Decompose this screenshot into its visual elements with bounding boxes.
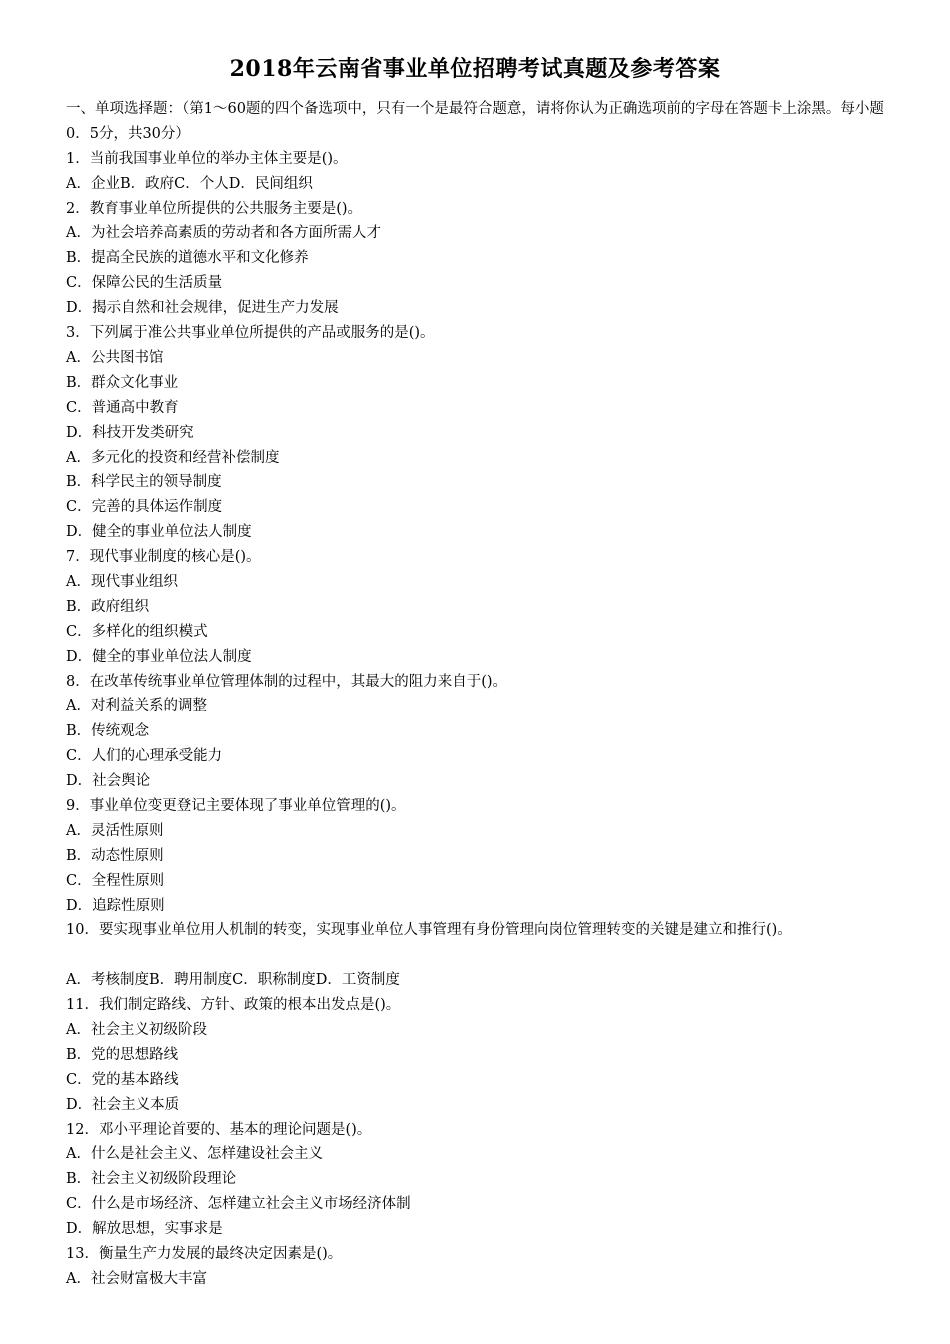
text-line: 2．教育事业单位所提供的公共服务主要是()。 bbox=[66, 200, 363, 217]
text-line: C．什么是市场经济、怎样建立社会主义市场经济体制 bbox=[66, 1196, 411, 1213]
text-line: 13．衡量生产力发展的最终决定因素是()。 bbox=[66, 1246, 343, 1262]
text-line: 1．当前我国事业单位的举办主体主要是()。 bbox=[66, 150, 348, 167]
text-line: B．社会主义初级阶段理论 bbox=[66, 1171, 237, 1188]
text-line: 9．事业单位变更登记主要体现了事业单位管理的()。 bbox=[66, 797, 406, 814]
text-line: B．政府组织 bbox=[66, 598, 150, 615]
text-line: B．群众文化事业 bbox=[66, 374, 179, 391]
text-line: D．健全的事业单位法人制度 bbox=[66, 524, 252, 541]
text-line: B．传统观念 bbox=[66, 723, 150, 740]
text-line: C．完善的具体运作制度 bbox=[66, 499, 223, 516]
text-line: D．科技开发类研究 bbox=[66, 424, 194, 441]
text-line: D．社会主义本质 bbox=[66, 1096, 180, 1113]
text-line: A．社会主义初级阶段 bbox=[66, 1021, 207, 1038]
text-line: C．保障公民的生活质量 bbox=[66, 275, 223, 292]
text-line: C．普通高中教育 bbox=[66, 399, 179, 416]
section-header: 一、单项选择题：（第1～60题的四个备选项中，只有一个是最符合题意，请将你认为正确选项前的字母在答题卡上涂黑。每小题0．5分，共30分） bbox=[66, 101, 884, 142]
text-line: D．追踪性原则 bbox=[66, 897, 165, 914]
text-line: A．公共图书馆 bbox=[66, 349, 164, 366]
text-line: D．社会舆论 bbox=[66, 773, 151, 790]
text-line: D．揭示自然和社会规律，促进生产力发展 bbox=[66, 300, 339, 317]
text-line: A．现代事业组织 bbox=[66, 573, 178, 590]
text-line: 7．现代事业制度的核心是()。 bbox=[66, 549, 261, 566]
text-line: A．考核制度B．聘用制度C．职称制度D．工资制度 bbox=[66, 972, 400, 989]
text-line: A．什么是社会主义、怎样建设社会主义 bbox=[66, 1146, 323, 1163]
text-line: A．为社会培养高素质的劳动者和各方面所需人才 bbox=[66, 225, 381, 242]
text-line: B．提高全民族的道德水平和文化修养 bbox=[66, 250, 309, 267]
text-line: D．解放思想，实事求是 bbox=[66, 1221, 223, 1238]
text-line: C．党的基本路线 bbox=[66, 1071, 179, 1088]
text-line: D．健全的事业单位法人制度 bbox=[66, 648, 252, 665]
text-line: 3．下列属于准公共事业单位所提供的产品或服务的是()。 bbox=[66, 325, 435, 342]
text-line: 8．在改革传统事业单位管理体制的过程中，其最大的阻力来自于()。 bbox=[66, 673, 508, 690]
text-line: 12．邓小平理论首要的、基本的理论问题是()。 bbox=[66, 1121, 372, 1138]
text-line: A．多元化的投资和经营补偿制度 bbox=[66, 449, 280, 466]
text-line: A．社会财富极大丰富 bbox=[66, 1270, 207, 1287]
text-line: 11．我们制定路线、方针、政策的根本出发点是()。 bbox=[66, 997, 401, 1014]
text-line: 10．要实现事业单位用人机制的转变，实现事业单位人事管理有身份管理向岗位管理转变的关键是建立和推行()。 bbox=[66, 922, 792, 939]
text-line: C．全程性原则 bbox=[66, 872, 165, 889]
text-line: C．多样化的组织模式 bbox=[66, 623, 208, 640]
document-title: 2018年云南省事业单位招聘考试真题及参考答案 bbox=[229, 56, 721, 82]
document-body bbox=[66, 97, 902, 1292]
text-line: A．对利益关系的调整 bbox=[66, 698, 207, 715]
text-line: A．企业B．政府C．个人D．民间组织 bbox=[66, 175, 313, 192]
text-line: B．动态性原则 bbox=[66, 847, 164, 864]
blank-line bbox=[66, 943, 902, 968]
text-line: C．人们的心理承受能力 bbox=[66, 748, 223, 765]
text-line: B．科学民主的领导制度 bbox=[66, 474, 222, 491]
question-list bbox=[66, 147, 902, 1292]
text-line: B．党的思想路线 bbox=[66, 1046, 179, 1063]
text-line: A．灵活性原则 bbox=[66, 822, 164, 839]
